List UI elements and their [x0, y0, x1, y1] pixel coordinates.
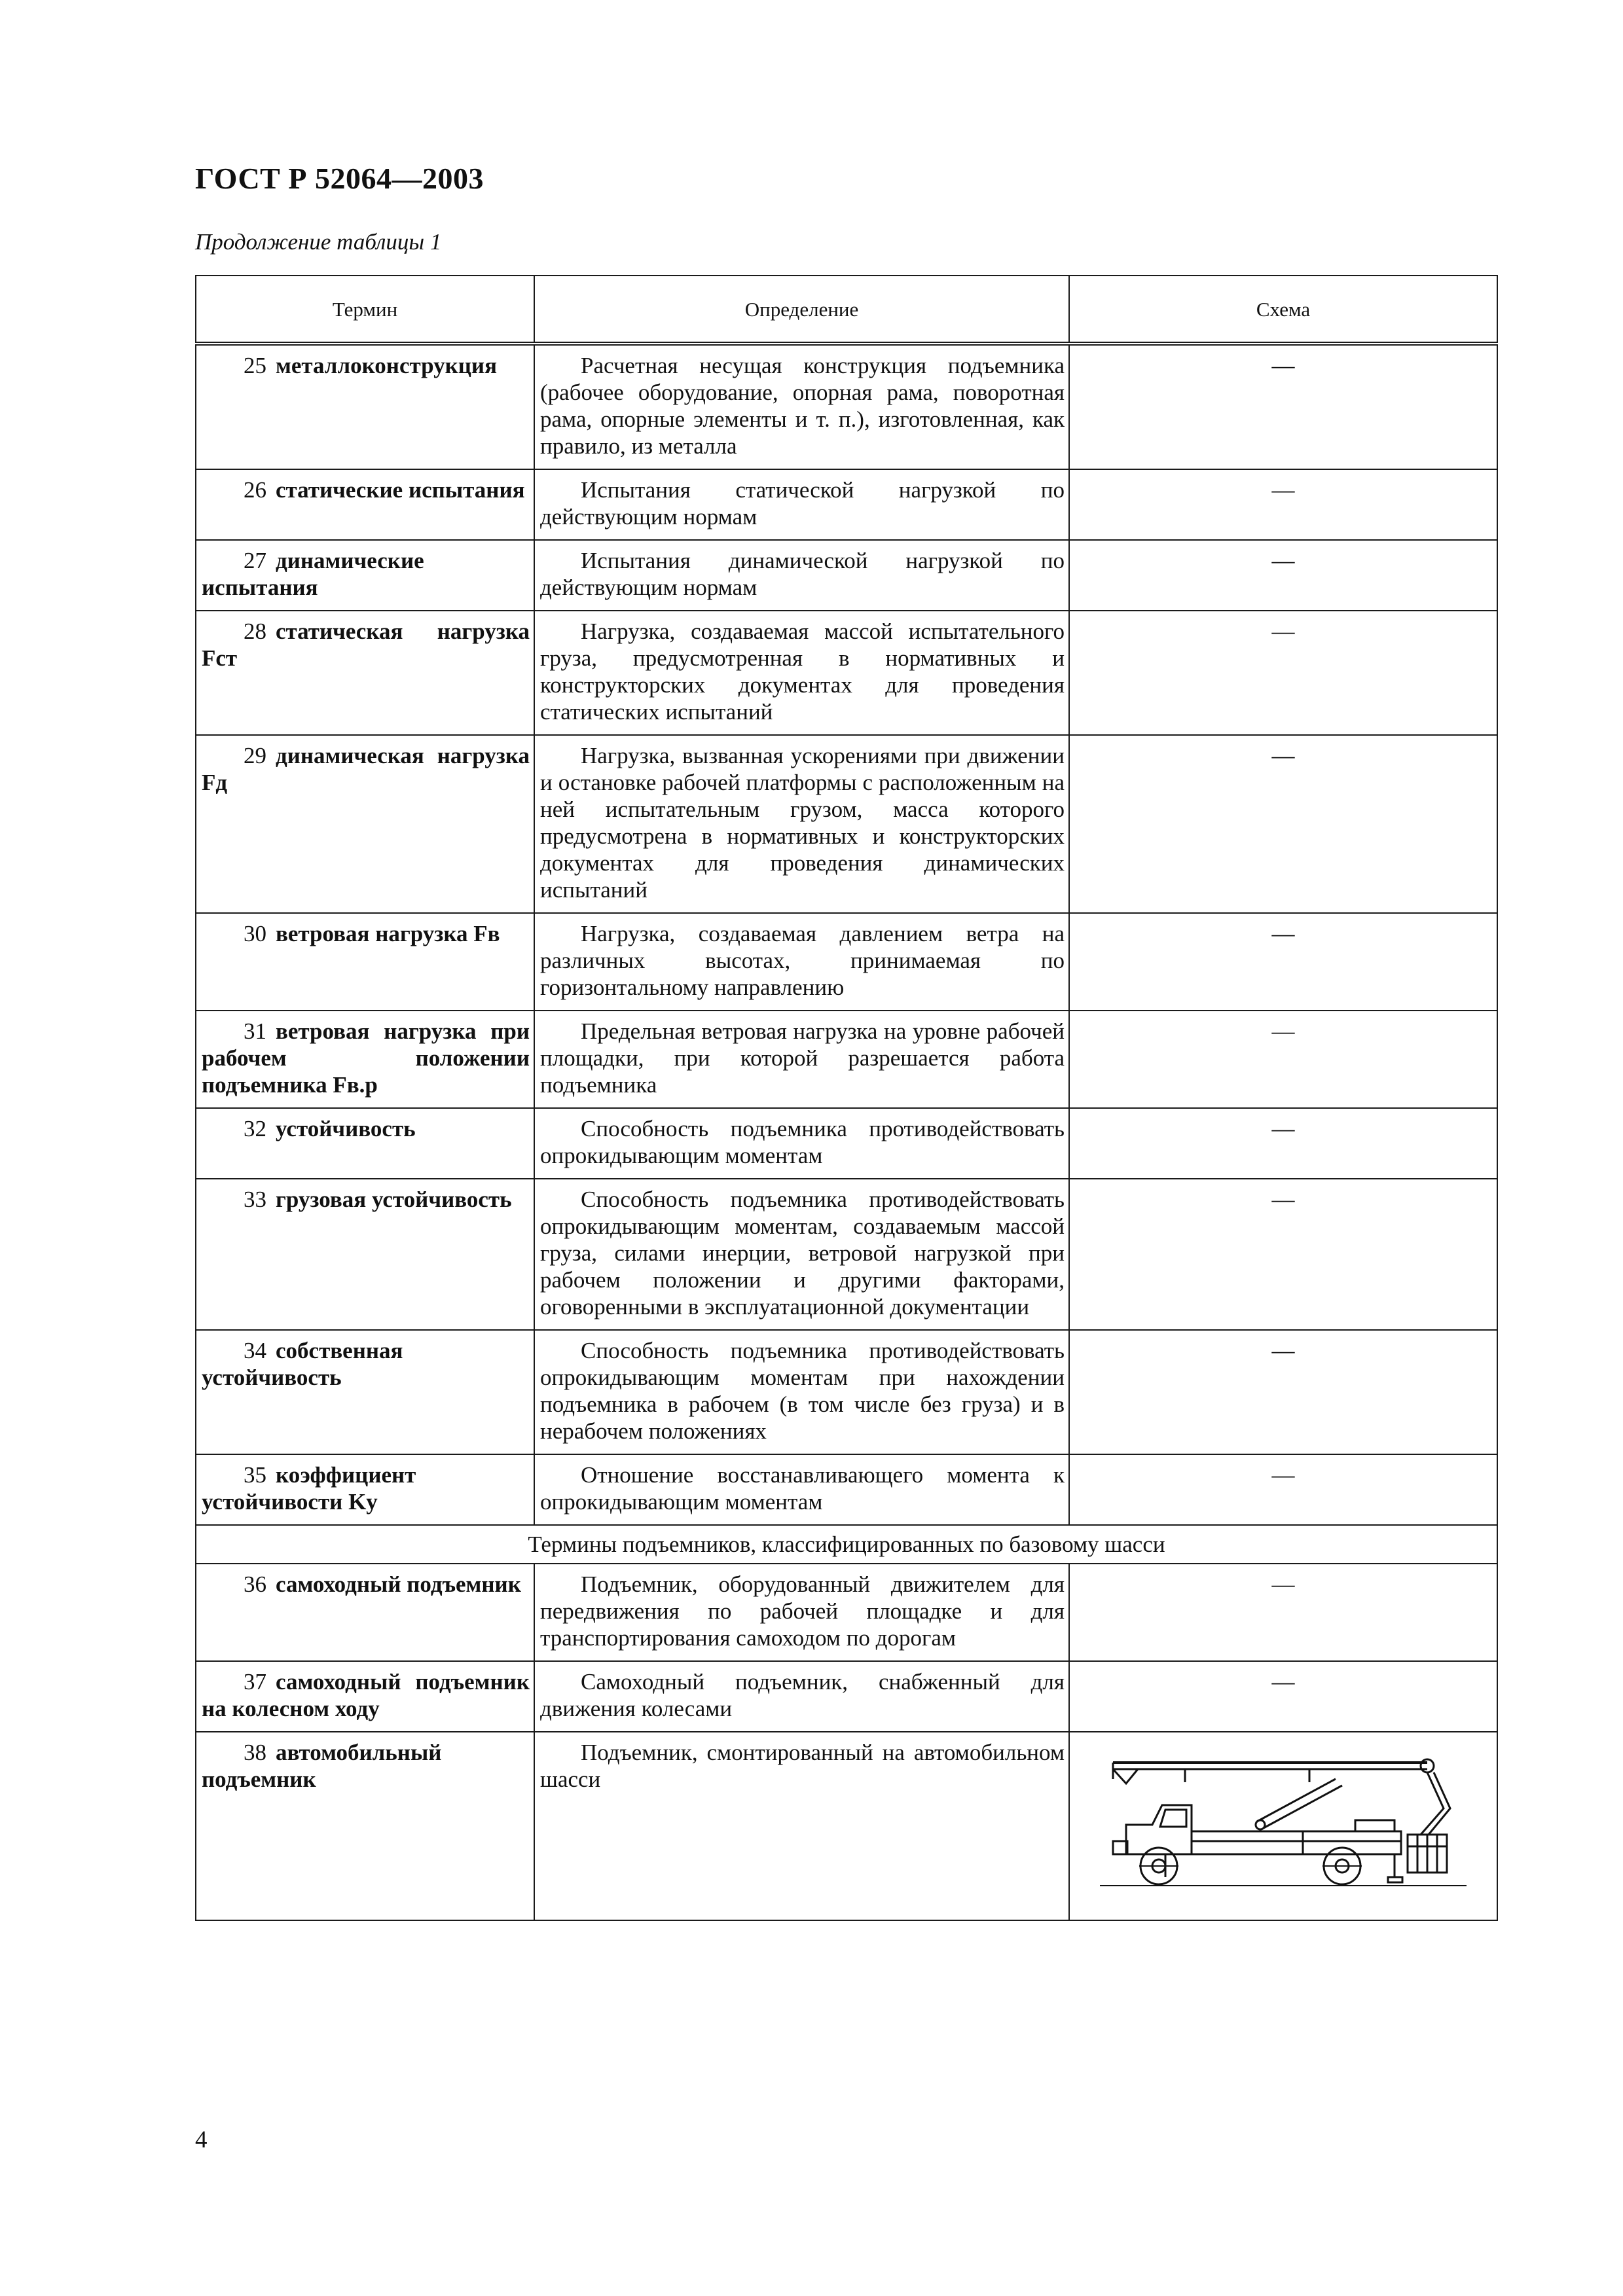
- definition-cell: Подъемник, смонтированный на автомобильном шасси: [534, 1732, 1069, 1920]
- definition-cell: Способность подъемника противодействовать опрокидывающим моментам, создаваемым массой груза, силами инерции, ветровой нагрузкой при рабочем положении и другими факторами, оговоренными в эксплуатационной документации: [534, 1179, 1069, 1330]
- term-cell: [196, 1011, 534, 1108]
- term-text: статические испытания: [276, 477, 525, 503]
- term-number: 26: [244, 477, 266, 503]
- term-text: самоходный подъемник: [276, 1571, 521, 1597]
- term-number: 38: [244, 1740, 266, 1765]
- scheme-cell: —: [1069, 469, 1497, 540]
- table-row: [196, 1330, 1497, 1454]
- definition-cell: Нагрузка, создаваемая массой испытательного груза, предусмотренная в нормативных и конструкторских документах для проведения статических испытаний: [534, 611, 1069, 735]
- table-row: [196, 1732, 1497, 1920]
- section-title: Термины подъемников, классифицированных по базовому шасси: [196, 1525, 1497, 1564]
- definition-cell: Испытания динамической нагрузкой по действующим нормам: [534, 540, 1069, 611]
- term-cell: [196, 1179, 534, 1330]
- term-cell: [196, 1330, 534, 1454]
- term-number: 31: [244, 1018, 266, 1044]
- term-cell: [196, 735, 534, 913]
- term-number: 27: [244, 548, 266, 573]
- scheme-cell: —: [1069, 1454, 1497, 1525]
- definition-cell: Нагрузка, создаваемая давлением ветра на различных высотах, принимаемая по горизонтальному направлению: [534, 913, 1069, 1011]
- table-row: [196, 1454, 1497, 1525]
- truck-mounted-lift-drawing: [1087, 1743, 1480, 1900]
- table-row: [196, 1564, 1497, 1661]
- term-cell: [196, 344, 534, 469]
- definition-cell: Расчетная несущая конструкция подъемника (рабочее оборудование, опорная рама, поворотная рама, опорные элементы и т. п.), изготовленная, как правило, из металла: [534, 344, 1069, 469]
- term-cell: [196, 1661, 534, 1732]
- scheme-cell: —: [1069, 1179, 1497, 1330]
- scheme-cell: —: [1069, 1108, 1497, 1179]
- definition-cell: Нагрузка, вызванная ускорениями при движении и остановке рабочей платформы с расположенным на ней испытательным грузом, масса которого предусмотрена в нормативных и конструкторских документах для проведения динамических испытаний: [534, 735, 1069, 913]
- term-cell: [196, 469, 534, 540]
- table-row: [196, 1661, 1497, 1732]
- term-text: коэффициент устойчивости Kу: [202, 1462, 416, 1515]
- term-cell: [196, 611, 534, 735]
- definition-cell: Испытания статической нагрузкой по действующим нормам: [534, 469, 1069, 540]
- terms-table: [195, 275, 1498, 1921]
- table-row: [196, 735, 1497, 913]
- term-text: собственная устойчивость: [202, 1338, 403, 1390]
- table-row: [196, 1179, 1497, 1330]
- scheme-cell: —: [1069, 735, 1497, 913]
- scheme-cell: —: [1069, 611, 1497, 735]
- term-text: ветровая нагрузка Fв: [276, 921, 500, 946]
- table-row: [196, 1011, 1497, 1108]
- term-number: 29: [244, 743, 266, 768]
- term-cell: [196, 1732, 534, 1920]
- scheme-cell: —: [1069, 1330, 1497, 1454]
- table-header-row: [196, 276, 1497, 344]
- term-text: металлоконструкция: [276, 353, 498, 378]
- column-header-scheme: Схема: [1069, 276, 1497, 344]
- table-caption: Продолжение таблицы 1: [195, 229, 442, 255]
- term-text: ветровая нагрузка при рабочем положении подъемника Fв.р: [202, 1018, 530, 1098]
- term-number: 28: [244, 619, 266, 644]
- term-text: динамическая нагрузка Fд: [202, 743, 530, 795]
- term-cell: [196, 1108, 534, 1179]
- term-cell: [196, 540, 534, 611]
- section-row: [196, 1525, 1497, 1564]
- document-header: ГОСТ Р 52064—2003: [195, 162, 484, 195]
- definition-cell: Отношение восстанавливающего момента к опрокидывающим моментам: [534, 1454, 1069, 1525]
- scheme-cell: —: [1069, 540, 1497, 611]
- scheme-cell: —: [1069, 1011, 1497, 1108]
- term-text: динамические испытания: [202, 548, 424, 600]
- term-text: устойчивость: [276, 1116, 416, 1141]
- term-number: 35: [244, 1462, 266, 1488]
- term-text: самоходный подъемник на колесном ходу: [202, 1669, 530, 1721]
- term-text: статическая нагрузка Fст: [202, 619, 530, 671]
- table-row: [196, 469, 1497, 540]
- term-cell: [196, 1564, 534, 1661]
- table-row: [196, 611, 1497, 735]
- term-number: 34: [244, 1338, 266, 1363]
- term-text: грузовая устойчивость: [276, 1187, 512, 1212]
- term-text: автомобильный подъемник: [202, 1740, 442, 1792]
- scheme-cell: —: [1069, 1564, 1497, 1661]
- term-number: 25: [244, 353, 266, 378]
- table-row: [196, 913, 1497, 1011]
- definition-cell: Подъемник, оборудованный движителем для передвижения по рабочей площадке и для транспортирования самоходом по дорогам: [534, 1564, 1069, 1661]
- column-header-definition: Определение: [534, 276, 1069, 344]
- page-number: 4: [195, 2126, 208, 2153]
- scheme-cell: —: [1069, 1661, 1497, 1732]
- definition-cell: Способность подъемника противодействовать опрокидывающим моментам: [534, 1108, 1069, 1179]
- definition-cell: Самоходный подъемник, снабженный для движения колесами: [534, 1661, 1069, 1732]
- table-row: [196, 344, 1497, 469]
- term-cell: [196, 913, 534, 1011]
- scheme-cell: [1069, 1732, 1497, 1920]
- term-number: 30: [244, 921, 266, 946]
- column-header-term: Термин: [196, 276, 534, 344]
- term-number: 33: [244, 1187, 266, 1212]
- definition-cell: Предельная ветровая нагрузка на уровне рабочей площадки, при которой разрешается работа подъемника: [534, 1011, 1069, 1108]
- term-number: 32: [244, 1116, 266, 1141]
- term-number: 36: [244, 1571, 266, 1597]
- scheme-cell: —: [1069, 344, 1497, 469]
- definition-cell: Способность подъемника противодействовать опрокидывающим моментам при нахождении подъемника в рабочем (в том числе без груза) и в нерабочем положениях: [534, 1330, 1069, 1454]
- scheme-cell: —: [1069, 913, 1497, 1011]
- term-number: 37: [244, 1669, 266, 1695]
- table-row: [196, 1108, 1497, 1179]
- term-cell: [196, 1454, 534, 1525]
- table-row: [196, 540, 1497, 611]
